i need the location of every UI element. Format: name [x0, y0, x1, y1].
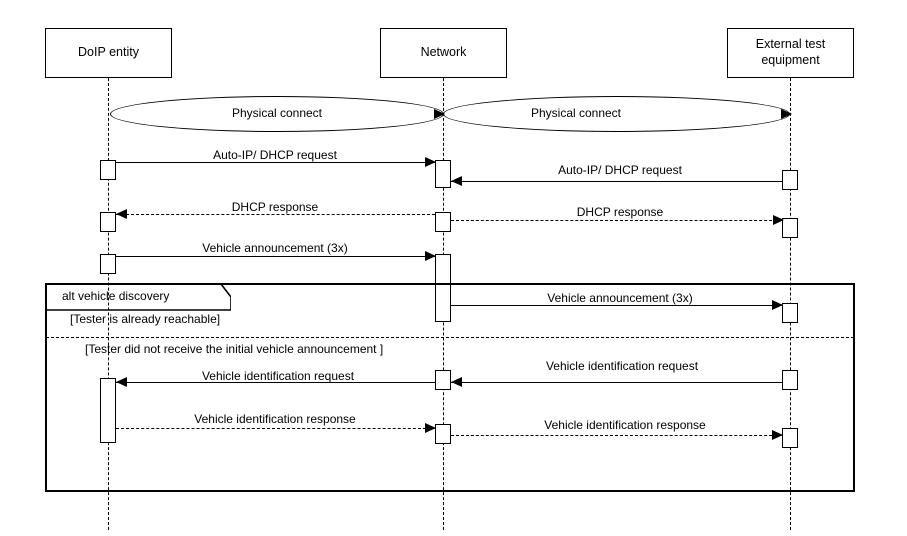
activation-doip-announcement	[100, 254, 116, 274]
message-label-vehicle-announcement-right: Vehicle announcement (3x)	[547, 291, 693, 305]
message-arrow-auto-ip-dhcp-request-left	[425, 157, 436, 167]
message-label-dhcp-response-right: DHCP response	[576, 205, 664, 219]
message-label-auto-ip-dhcp-request-left: Auto-IP/ DHCP request	[213, 148, 337, 162]
message-label-vehicle-identification-response-right: Vehicle identification response	[544, 418, 706, 432]
message-arrow-vehicle-announcement-left	[425, 251, 436, 261]
physical-connect-label-right: Physical connect	[530, 106, 622, 120]
message-arrow-auto-ip-dhcp-request-right	[451, 176, 462, 186]
lifeline-header-external-test-equipment	[727, 28, 854, 78]
message-label-dhcp-response-left: DHCP response	[231, 200, 319, 214]
activation-network-dhcp-response	[435, 212, 451, 232]
message-line-vehicle-announcement-left	[116, 256, 436, 257]
activation-tester-autoip	[782, 170, 798, 190]
lifeline-header-doip-entity	[45, 28, 172, 78]
activation-tester-dhcp-response	[782, 218, 798, 238]
message-line-dhcp-response-right	[451, 220, 782, 221]
lifeline-label: DoIP entity	[78, 45, 139, 60]
message-label-auto-ip-dhcp-request-right: Auto-IP/ DHCP request	[558, 163, 682, 177]
alt-fragment-divider	[46, 337, 854, 338]
lifeline-header-network	[380, 28, 507, 78]
physical-connect-arrow-right	[781, 109, 792, 119]
message-label-vehicle-announcement-left: Vehicle announcement (3x)	[202, 241, 348, 255]
lifeline-label: External test equipment	[755, 37, 826, 67]
activation-doip-autoip	[100, 160, 116, 180]
alt-fragment-guard-2: [Tester did not receive the initial vehicle announcement ]	[85, 342, 384, 356]
message-line-auto-ip-dhcp-request-right	[451, 181, 782, 182]
alt-fragment-guard-1: [Tester is already reachable]	[70, 312, 221, 326]
alt-fragment-tag-label: alt vehicle discovery	[62, 289, 170, 303]
activation-network-autoip	[435, 160, 451, 188]
lifeline-label: Network	[420, 45, 467, 60]
message-label-vehicle-identification-request-right: Vehicle identification request	[545, 359, 699, 373]
physical-connect-label-left: Physical connect	[231, 106, 323, 120]
message-line-dhcp-response-left	[116, 214, 435, 215]
activation-doip-dhcp-response	[100, 212, 116, 232]
message-label-vehicle-identification-response-left: Vehicle identification response	[194, 412, 356, 426]
message-arrow-dhcp-response-left	[116, 209, 127, 219]
message-line-auto-ip-dhcp-request-left	[116, 162, 436, 163]
message-arrow-dhcp-response-right	[773, 215, 784, 225]
message-label-vehicle-identification-request-left: Vehicle identification request	[201, 369, 355, 383]
